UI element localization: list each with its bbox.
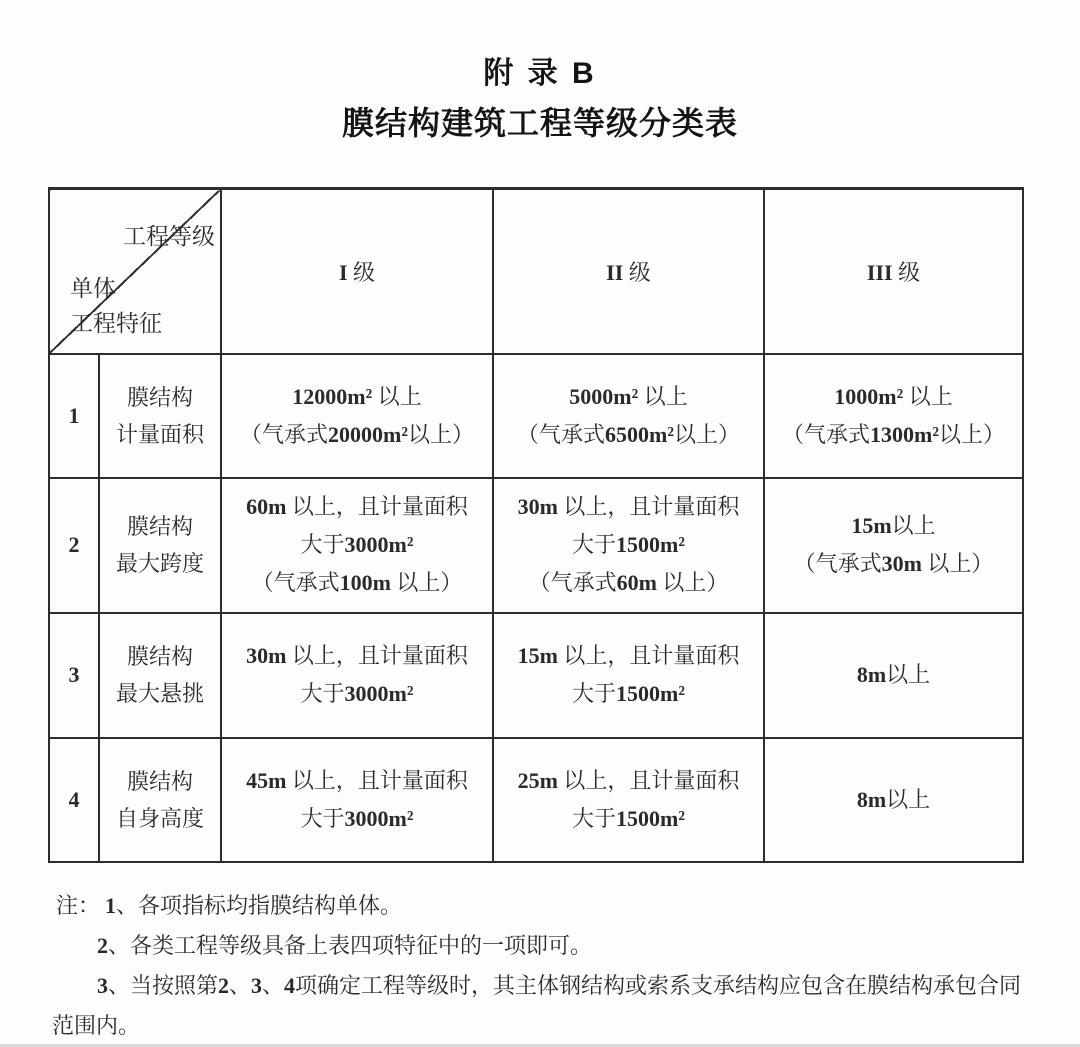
- corner-header-cell: [49, 189, 221, 354]
- row-feature: 膜结构 计量面积: [99, 354, 221, 478]
- table-row: [49, 613, 1023, 738]
- row-number: 1: [49, 354, 99, 478]
- grade-header-1: I 级: [221, 189, 493, 354]
- row-feature: 膜结构 最大跨度: [99, 478, 221, 613]
- table-cell: 8m以上: [764, 738, 1023, 862]
- row-number: 3: [49, 613, 99, 738]
- classification-table: [48, 187, 1024, 863]
- header-row: [49, 189, 1023, 354]
- note-item: [48, 886, 1036, 926]
- table-cell: 15m 以上，且计量面积 大于1500m²: [493, 613, 764, 738]
- table-cell: 45m 以上，且计量面积 大于3000m²: [221, 738, 493, 862]
- table-cell: 12000m² 以上 （气承式20000m²以上）: [221, 354, 493, 478]
- table-row: [49, 478, 1023, 613]
- table-cell: 30m 以上，且计量面积 大于3000m²: [221, 613, 493, 738]
- row-feature: 膜结构 最大悬挑: [99, 613, 221, 738]
- row-number: 2: [49, 478, 99, 613]
- grade-header-2: II 级: [493, 189, 764, 354]
- title-block: [0, 48, 1080, 144]
- table-cell: 5000m² 以上 （气承式6500m²以上）: [493, 354, 764, 478]
- table-row: [49, 738, 1023, 862]
- appendix-title: 附 录 B: [483, 57, 597, 90]
- note-text: 1、各项指标均指膜结构单体。: [105, 893, 403, 918]
- table-cell: 15m以上 （气承式30m 以上）: [764, 478, 1023, 613]
- grade-header-3: III 级: [764, 189, 1023, 354]
- table-cell: 25m 以上，且计量面积 大于1500m²: [493, 738, 764, 862]
- note-item: 2、各类工程等级具备上表四项特征中的一项即可。: [97, 933, 593, 958]
- table-cell: 60m 以上，且计量面积 大于3000m² （气承式100m 以上）: [221, 478, 493, 613]
- table-row: [49, 354, 1023, 478]
- row-feature: 膜结构 自身高度: [99, 738, 221, 862]
- row-number: 4: [49, 738, 99, 862]
- table-cell: 30m 以上，且计量面积 大于1500m² （气承式60m 以上）: [493, 478, 764, 613]
- notes-label: 注：: [56, 893, 101, 918]
- notes-section: [48, 886, 1036, 1046]
- corner-label-feature: 单体 工程特征: [70, 275, 162, 336]
- table-cell: 8m以上: [764, 613, 1023, 738]
- corner-label-grade: 工程等级: [123, 224, 215, 249]
- table-title: 膜结构建筑工程等级分类表: [341, 105, 738, 141]
- table-cell: 1000m² 以上 （气承式1300m²以上）: [764, 354, 1023, 478]
- note-item: 3、当按照第2、3、4项确定工程等级时，其主体钢结构或索系支承结构应包含在膜结构承包合同范围内。: [52, 973, 1022, 1038]
